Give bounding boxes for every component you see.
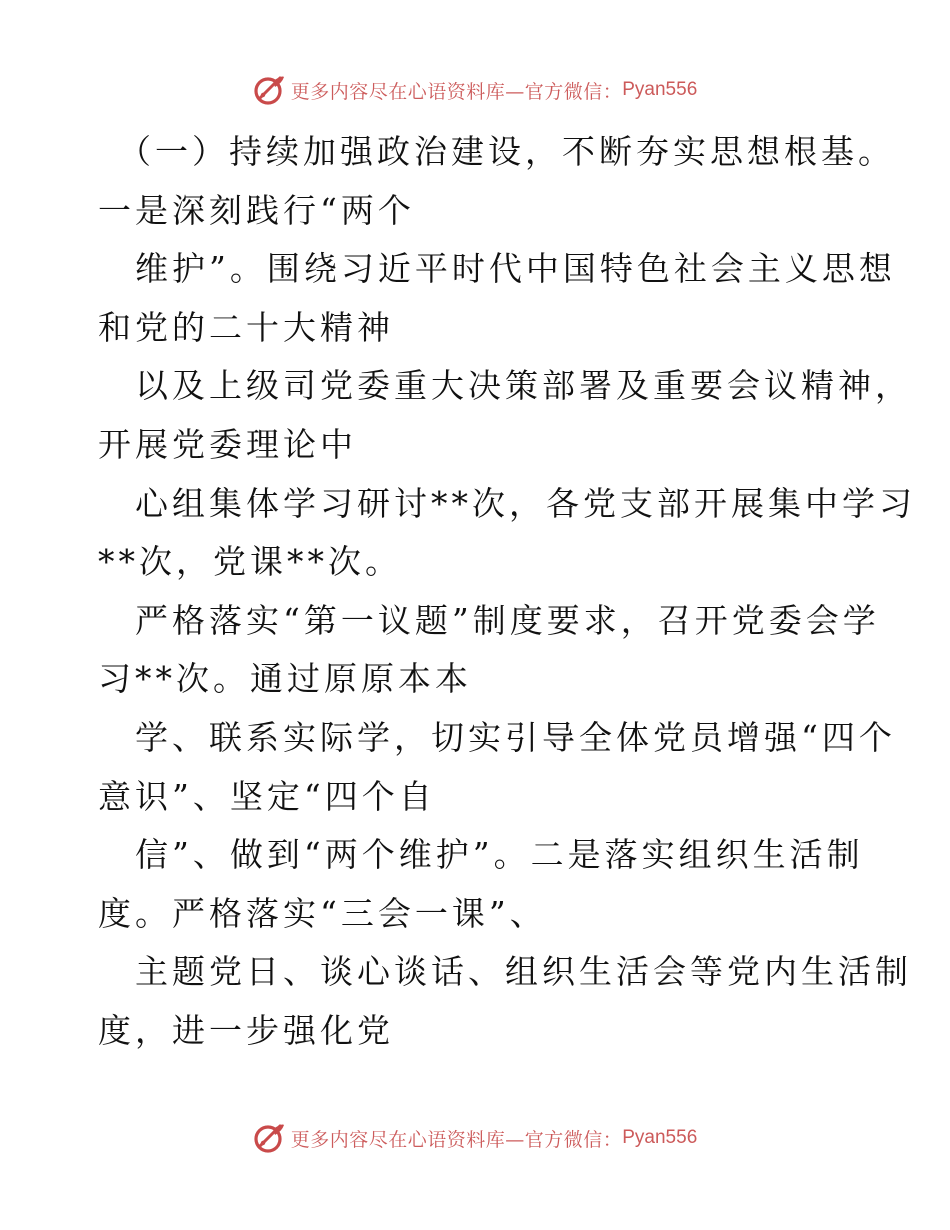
body-line: （一）持续加强政治建设，不断夯实思想根基。 [118,132,895,171]
quill-seal-icon [253,1121,287,1155]
body-line: 学、联系实际学，切实引导全体党员增强“四个 [135,717,896,757]
body-line: 信”、做到“两个维护”。二是落实组织生活制 [135,835,864,875]
body-line: 维护”。围绕习近平时代中国特色社会主义思想 [135,249,896,289]
document-body [98,123,916,1061]
footer-wechat-id: Pyan556 [622,1127,698,1148]
footer-watermark-text: 更多内容尽在心语资料库—官方微信： [290,1128,623,1151]
body-line: 一是深刻践行“两个 [98,190,415,230]
quill-seal-icon [253,73,287,107]
header-watermark-text: 更多内容尽在心语资料库—官方微信： [290,80,623,103]
body-line: 心组集体学习研讨**次，各党支部开展集中学习 [135,483,916,523]
footer-watermark-banner [0,1118,950,1158]
header-wechat-id: Pyan556 [622,79,698,100]
header-watermark-banner [0,70,950,110]
body-line: 和党的二十大精神 [98,307,394,347]
body-line: 以及上级司党委重大决策部署及重要会议精神， [135,366,912,406]
body-line: **次，党课**次。 [98,542,402,582]
body-line: 主题党日、谈心谈话、组织生活会等党内生活制 [135,952,912,992]
body-line: 度。严格落实“三会一课”、 [98,893,547,933]
body-line: 意识”、坚定“四个自 [98,776,436,816]
body-line: 习**次。通过原原本本 [98,659,472,699]
body-line: 度，进一步强化党 [98,1010,394,1050]
body-line: 严格落实“第一议题”制度要求，召开党委会学 [135,600,880,640]
body-line: 开展党委理论中 [98,424,357,464]
